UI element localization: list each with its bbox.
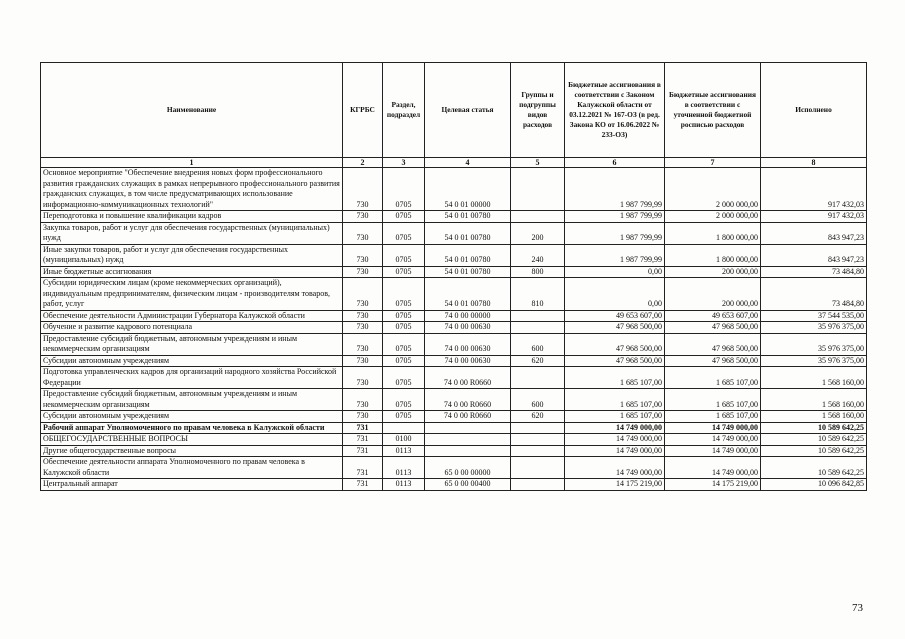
column-number: 7	[665, 158, 761, 168]
column-number-row	[41, 158, 867, 168]
cell-section: 0705	[383, 322, 425, 334]
cell-target: 74 0 00 00630	[425, 322, 511, 334]
cell-kgrbs: 730	[343, 355, 383, 367]
cell-kgrbs: 731	[343, 422, 383, 434]
cell-group: 600	[511, 333, 565, 355]
cell-group	[511, 479, 565, 491]
column-number: 3	[383, 158, 425, 168]
cell-name: Субсидии автономным учреждениям	[41, 355, 343, 367]
cell-section: 0705	[383, 367, 425, 389]
cell-plan: 2 000 000,00	[665, 168, 761, 211]
cell-plan: 200 000,00	[665, 278, 761, 311]
table-row	[41, 422, 867, 434]
cell-name: Иные бюджетные ассигнования	[41, 266, 343, 278]
cell-section: 0705	[383, 389, 425, 411]
cell-done: 10 589 642,25	[761, 434, 867, 446]
cell-name: Субсидии юридическим лицам (кроме некоммерческих организаций), индивидуальным предпринимателям, физическим лицам - производителям товаров, работ, услуг	[41, 278, 343, 311]
cell-name: Центральный аппарат	[41, 479, 343, 491]
header-refined-allocations: Бюджетные ассигнования в соответствии с уточненной бюджетной росписью расходов	[665, 63, 761, 158]
cell-law: 47 968 500,00	[565, 355, 665, 367]
cell-section: 0705	[383, 333, 425, 355]
cell-target: 74 0 00 R0660	[425, 389, 511, 411]
cell-name: ОБЩЕГОСУДАРСТВЕННЫЕ ВОПРОСЫ	[41, 434, 343, 446]
cell-kgrbs: 730	[343, 278, 383, 311]
cell-kgrbs: 730	[343, 389, 383, 411]
cell-law: 1 685 107,00	[565, 367, 665, 389]
cell-done: 73 484,80	[761, 266, 867, 278]
cell-group	[511, 422, 565, 434]
cell-law: 47 968 500,00	[565, 322, 665, 334]
cell-kgrbs: 730	[343, 322, 383, 334]
cell-group: 810	[511, 278, 565, 311]
cell-name: Закупка товаров, работ и услуг для обеспечения государственных (муниципальных) нужд	[41, 222, 343, 244]
table-row	[41, 278, 867, 311]
cell-target: 54 0 01 00780	[425, 211, 511, 223]
cell-kgrbs: 730	[343, 222, 383, 244]
cell-plan: 1 800 000,00	[665, 222, 761, 244]
cell-plan: 14 749 000,00	[665, 422, 761, 434]
cell-name: Основное мероприятие "Обеспечение внедрения новых форм профессионального развития гражданских служащих в рамках непрерывного профессионального развития гражданских служащих, в том числе предусматривающих использование информационно-коммуникационных технологий"	[41, 168, 343, 211]
header-section: Раздел, подраздел	[383, 63, 425, 158]
table-row	[41, 389, 867, 411]
table-body	[41, 168, 867, 491]
table-row	[41, 310, 867, 322]
cell-done: 917 432,03	[761, 168, 867, 211]
cell-section: 0705	[383, 211, 425, 223]
table-row	[41, 411, 867, 423]
header-row	[41, 63, 867, 158]
table-row	[41, 457, 867, 479]
header-expense-group: Группы и подгруппы видов расходов	[511, 63, 565, 158]
header-target-article: Целевая статья	[425, 63, 511, 158]
cell-name: Обеспечение деятельности аппарата Уполномоченного по правам человека в Калужской области	[41, 457, 343, 479]
column-number: 5	[511, 158, 565, 168]
cell-name: Субсидии автономным учреждениям	[41, 411, 343, 423]
cell-target: 54 0 01 00780	[425, 222, 511, 244]
cell-section: 0100	[383, 434, 425, 446]
cell-done: 10 096 842,85	[761, 479, 867, 491]
page-number: 73	[852, 602, 863, 614]
cell-group: 200	[511, 222, 565, 244]
cell-kgrbs: 730	[343, 244, 383, 266]
cell-done: 37 544 535,00	[761, 310, 867, 322]
cell-name: Предоставление субсидий бюджетным, автономным учреждениям и иным некоммерческим организациям	[41, 333, 343, 355]
cell-name: Переподготовка и повышение квалификации кадров	[41, 211, 343, 223]
cell-section: 0705	[383, 278, 425, 311]
table-row	[41, 445, 867, 457]
cell-section: 0705	[383, 266, 425, 278]
table-row	[41, 355, 867, 367]
table-row	[41, 266, 867, 278]
cell-name: Подготовка управленческих кадров для организаций народного хозяйства Российской Федерации	[41, 367, 343, 389]
cell-plan: 1 685 107,00	[665, 367, 761, 389]
cell-group: 800	[511, 266, 565, 278]
cell-plan: 47 968 500,00	[665, 355, 761, 367]
cell-kgrbs: 730	[343, 211, 383, 223]
header-kgrbs: КГРБС	[343, 63, 383, 158]
cell-kgrbs: 731	[343, 434, 383, 446]
cell-section: 0705	[383, 355, 425, 367]
table-row	[41, 479, 867, 491]
cell-law: 1 987 799,99	[565, 168, 665, 211]
cell-name: Обучение и развитие кадрового потенциала	[41, 322, 343, 334]
cell-group	[511, 322, 565, 334]
cell-target: 54 0 01 00000	[425, 168, 511, 211]
cell-target: 74 0 00 00630	[425, 333, 511, 355]
cell-target: 74 0 00 00000	[425, 310, 511, 322]
cell-section: 0113	[383, 457, 425, 479]
cell-group	[511, 211, 565, 223]
cell-law: 1 987 799,99	[565, 222, 665, 244]
cell-plan: 200 000,00	[665, 266, 761, 278]
cell-group	[511, 457, 565, 479]
table-row	[41, 222, 867, 244]
header-name: Наименование	[41, 63, 343, 158]
cell-plan: 14 749 000,00	[665, 434, 761, 446]
table-row	[41, 333, 867, 355]
column-number: 4	[425, 158, 511, 168]
table-row	[41, 434, 867, 446]
cell-section: 0705	[383, 222, 425, 244]
budget-table	[40, 62, 867, 491]
cell-target	[425, 422, 511, 434]
cell-group	[511, 168, 565, 211]
cell-section: 0113	[383, 445, 425, 457]
cell-target	[425, 434, 511, 446]
cell-plan: 1 685 107,00	[665, 389, 761, 411]
table-row	[41, 244, 867, 266]
cell-group	[511, 367, 565, 389]
cell-plan: 49 653 607,00	[665, 310, 761, 322]
cell-kgrbs: 730	[343, 333, 383, 355]
cell-law: 1 685 107,00	[565, 411, 665, 423]
cell-law: 1 987 799,99	[565, 244, 665, 266]
cell-done: 917 432,03	[761, 211, 867, 223]
cell-target: 74 0 00 00630	[425, 355, 511, 367]
cell-target: 65 0 00 00400	[425, 479, 511, 491]
cell-kgrbs: 730	[343, 310, 383, 322]
cell-group	[511, 310, 565, 322]
cell-name: Другие общегосударственные вопросы	[41, 445, 343, 457]
cell-target: 54 0 01 00780	[425, 244, 511, 266]
cell-name: Обеспечение деятельности Администрации Губернатора Калужской области	[41, 310, 343, 322]
cell-plan: 1 685 107,00	[665, 411, 761, 423]
cell-law: 14 175 219,00	[565, 479, 665, 491]
cell-done: 10 589 642,25	[761, 422, 867, 434]
header-law-allocations: Бюджетные ассигнования в соответствии с Законом Калужской области от 03.12.2021 № 167-ОЗ (в ред. Закона КО от 16.06.2022 № 233-ОЗ)	[565, 63, 665, 158]
cell-done: 1 568 160,00	[761, 411, 867, 423]
cell-section	[383, 422, 425, 434]
table-row	[41, 168, 867, 211]
cell-done: 35 976 375,00	[761, 355, 867, 367]
cell-target	[425, 445, 511, 457]
cell-law: 14 749 000,00	[565, 445, 665, 457]
cell-kgrbs: 730	[343, 266, 383, 278]
column-number: 1	[41, 158, 343, 168]
cell-law: 47 968 500,00	[565, 333, 665, 355]
cell-group: 620	[511, 411, 565, 423]
cell-done: 1 568 160,00	[761, 389, 867, 411]
cell-section: 0705	[383, 168, 425, 211]
cell-kgrbs: 730	[343, 411, 383, 423]
cell-law: 14 749 000,00	[565, 434, 665, 446]
cell-group: 240	[511, 244, 565, 266]
cell-law: 14 749 000,00	[565, 422, 665, 434]
cell-kgrbs: 731	[343, 457, 383, 479]
cell-done: 10 589 642,25	[761, 457, 867, 479]
cell-plan: 47 968 500,00	[665, 333, 761, 355]
cell-done: 73 484,80	[761, 278, 867, 311]
cell-done: 843 947,23	[761, 244, 867, 266]
cell-law: 14 749 000,00	[565, 457, 665, 479]
cell-kgrbs: 731	[343, 445, 383, 457]
cell-section: 0705	[383, 310, 425, 322]
column-number: 6	[565, 158, 665, 168]
cell-kgrbs: 730	[343, 168, 383, 211]
cell-section: 0705	[383, 244, 425, 266]
cell-done: 843 947,23	[761, 222, 867, 244]
header-executed: Исполнено	[761, 63, 867, 158]
cell-name: Рабочий аппарат Уполномоченного по правам человека в Калужской области	[41, 422, 343, 434]
cell-plan: 1 800 000,00	[665, 244, 761, 266]
table-row	[41, 367, 867, 389]
cell-done: 10 589 642,25	[761, 445, 867, 457]
cell-name: Иные закупки товаров, работ и услуг для обеспечения государственных (муниципальных) нужд	[41, 244, 343, 266]
cell-group	[511, 445, 565, 457]
cell-law: 0,00	[565, 266, 665, 278]
cell-plan: 14 749 000,00	[665, 457, 761, 479]
cell-target: 74 0 00 R0660	[425, 367, 511, 389]
cell-section: 0113	[383, 479, 425, 491]
cell-target: 74 0 00 R0660	[425, 411, 511, 423]
cell-target: 65 0 00 00000	[425, 457, 511, 479]
cell-target: 54 0 01 00780	[425, 278, 511, 311]
cell-section: 0705	[383, 411, 425, 423]
cell-done: 35 976 375,00	[761, 322, 867, 334]
cell-plan: 14 749 000,00	[665, 445, 761, 457]
budget-report-page	[40, 62, 866, 491]
cell-law: 1 987 799,99	[565, 211, 665, 223]
cell-name: Предоставление субсидий бюджетным, автономным учреждениям и иным некоммерческим организациям	[41, 389, 343, 411]
table-row	[41, 211, 867, 223]
cell-plan: 47 968 500,00	[665, 322, 761, 334]
cell-done: 35 976 375,00	[761, 333, 867, 355]
cell-group: 600	[511, 389, 565, 411]
column-number: 2	[343, 158, 383, 168]
cell-done: 1 568 160,00	[761, 367, 867, 389]
cell-kgrbs: 730	[343, 367, 383, 389]
cell-group	[511, 434, 565, 446]
cell-law: 0,00	[565, 278, 665, 311]
cell-target: 54 0 01 00780	[425, 266, 511, 278]
cell-plan: 14 175 219,00	[665, 479, 761, 491]
column-number: 8	[761, 158, 867, 168]
cell-group: 620	[511, 355, 565, 367]
table-row	[41, 322, 867, 334]
cell-law: 49 653 607,00	[565, 310, 665, 322]
cell-plan: 2 000 000,00	[665, 211, 761, 223]
cell-kgrbs: 731	[343, 479, 383, 491]
cell-law: 1 685 107,00	[565, 389, 665, 411]
